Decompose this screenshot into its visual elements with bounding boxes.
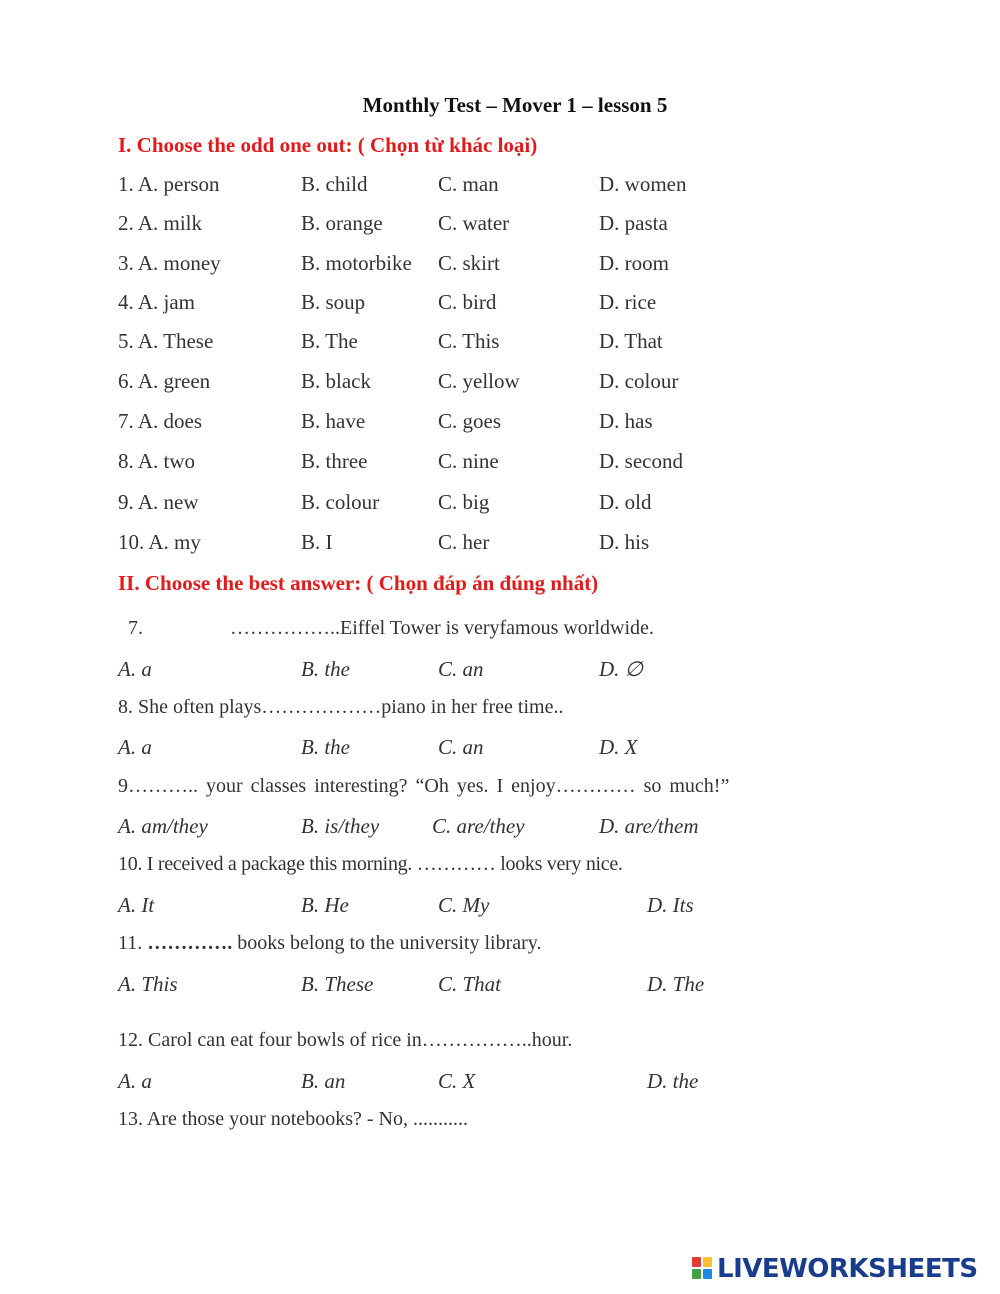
option-d: D. has: [599, 409, 653, 433]
option-d: D. ∅: [599, 657, 643, 681]
option-c: C. are/they: [432, 814, 525, 838]
option-a: A. This: [118, 972, 178, 996]
section-1-heading: I. Choose the odd one out: ( Chọn từ khác loại): [118, 133, 538, 157]
question-text: [118, 932, 541, 955]
option-b: B. three: [301, 449, 368, 473]
section-2-heading: II. Choose the best answer: ( Chọn đáp án đúng nhất): [118, 571, 599, 595]
odd-one-out-row: [0, 172, 1000, 200]
option-c: C. bird: [438, 290, 497, 314]
option-c: C. My: [438, 893, 490, 917]
option-b: B. orange: [301, 211, 383, 235]
option-c: C. her: [438, 530, 490, 554]
option-c: C. man: [438, 172, 499, 196]
odd-one-out-row: [0, 490, 1000, 518]
option-a: 9. A. new: [118, 490, 199, 514]
option-c: C. yellow: [438, 369, 520, 393]
option-b: B. soup: [301, 290, 366, 314]
option-c: C. This: [438, 329, 500, 353]
option-d: D. old: [599, 490, 652, 514]
option-b: B. black: [301, 369, 371, 393]
option-a: 7. A. does: [118, 409, 202, 433]
odd-one-out-row: [0, 251, 1000, 279]
question-body: books belong to the university library.: [232, 932, 542, 954]
question-text: 13. Are those your notebooks? - No, ...........: [118, 1108, 468, 1130]
page-title: Monthly Test – Mover 1 – lesson 5: [362, 93, 668, 117]
odd-one-out-row: [0, 409, 1000, 437]
option-d: D. are/them: [599, 814, 699, 838]
option-a: A. am/they: [118, 814, 208, 838]
option-d: D. second: [599, 449, 683, 473]
option-d: D. Its: [647, 893, 694, 917]
option-b: B. motorbike: [301, 251, 412, 275]
odd-one-out-row: [0, 449, 1000, 477]
option-b: B. the: [301, 735, 350, 759]
option-a: A. a: [118, 735, 152, 759]
option-b: B. have: [301, 409, 366, 433]
option-a: 4. A. jam: [118, 290, 195, 314]
question-text: 9……….. your classes interesting? “Oh yes. I enjoy………… so much!”: [118, 775, 730, 797]
option-a: 2. A. milk: [118, 211, 203, 235]
question: [0, 1029, 1000, 1057]
option-d: D. The: [647, 972, 705, 996]
option-c: C. water: [438, 211, 510, 235]
option-d: D. colour: [599, 369, 679, 393]
odd-one-out-row: [0, 290, 1000, 318]
answer-options: [0, 735, 1000, 763]
answer-blank: ………….: [147, 932, 233, 954]
odd-one-out-row: [0, 530, 1000, 558]
option-a: 1. A. person: [118, 172, 220, 196]
option-b: B. The: [301, 329, 358, 353]
option-a: A. a: [118, 1069, 152, 1093]
option-b: B. These: [301, 972, 374, 996]
question-text: 12. Carol can eat four bowls of rice in……………..hour.: [118, 1029, 573, 1051]
option-d: D. That: [599, 329, 663, 353]
option-b: B. an: [301, 1069, 346, 1093]
question: [0, 775, 1000, 803]
option-b: B. is/they: [301, 814, 380, 838]
option-d: D. rice: [599, 290, 657, 314]
option-c: C. goes: [438, 409, 501, 433]
odd-one-out-row: [0, 369, 1000, 397]
question-prefix: 11.: [118, 932, 148, 954]
answer-options: [0, 1069, 1000, 1097]
option-d: D. the: [647, 1069, 699, 1093]
option-b: B. colour: [301, 490, 380, 514]
answer-options: [0, 657, 1000, 685]
question: [0, 696, 1000, 724]
question: [0, 932, 1000, 960]
option-c: C. X: [438, 1069, 476, 1093]
logo-text: LIVEWORKSHEETS: [717, 1254, 978, 1284]
option-b: B. He: [301, 893, 349, 917]
answer-options: [0, 893, 1000, 921]
odd-one-out-row: [0, 329, 1000, 357]
answer-options: [0, 972, 1000, 1000]
option-a: 8. A. two: [118, 449, 196, 473]
option-a: 6. A. green: [118, 369, 211, 393]
option-c: C. nine: [438, 449, 499, 473]
option-c: C. That: [438, 972, 502, 996]
liveworksheets-logo[interactable]: [692, 1254, 978, 1284]
option-b: B. I: [301, 530, 333, 554]
option-d: D. pasta: [599, 211, 668, 235]
option-d: D. X: [599, 735, 638, 759]
odd-one-out-row: [0, 211, 1000, 239]
question: [0, 853, 1000, 881]
option-a: 5. A. These: [118, 329, 214, 353]
question-text: ……………..Eiffel Tower is veryfamous worldwide.: [230, 617, 654, 639]
option-a: 3. A. money: [118, 251, 221, 275]
question-text: 10. I received a package this morning. ………… looks very nice.: [118, 853, 623, 875]
option-c: C. big: [438, 490, 490, 514]
option-c: C. an: [438, 735, 484, 759]
liveworksheets-logo-icon: [692, 1257, 714, 1281]
option-a: A. It: [118, 893, 155, 917]
option-a: 10. A. my: [118, 530, 201, 554]
option-c: C. skirt: [438, 251, 500, 275]
option-b: B. child: [301, 172, 368, 196]
answer-options: [0, 814, 1000, 842]
question: [0, 617, 1000, 645]
question-number: 7.: [128, 617, 143, 639]
option-d: D. his: [599, 530, 650, 554]
question: [0, 1108, 1000, 1136]
option-c: C. an: [438, 657, 484, 681]
option-d: D. women: [599, 172, 687, 196]
option-a: A. a: [118, 657, 152, 681]
option-b: B. the: [301, 657, 350, 681]
question-text: 8. She often plays………………piano in her free time..: [118, 696, 564, 718]
option-d: D. room: [599, 251, 669, 275]
